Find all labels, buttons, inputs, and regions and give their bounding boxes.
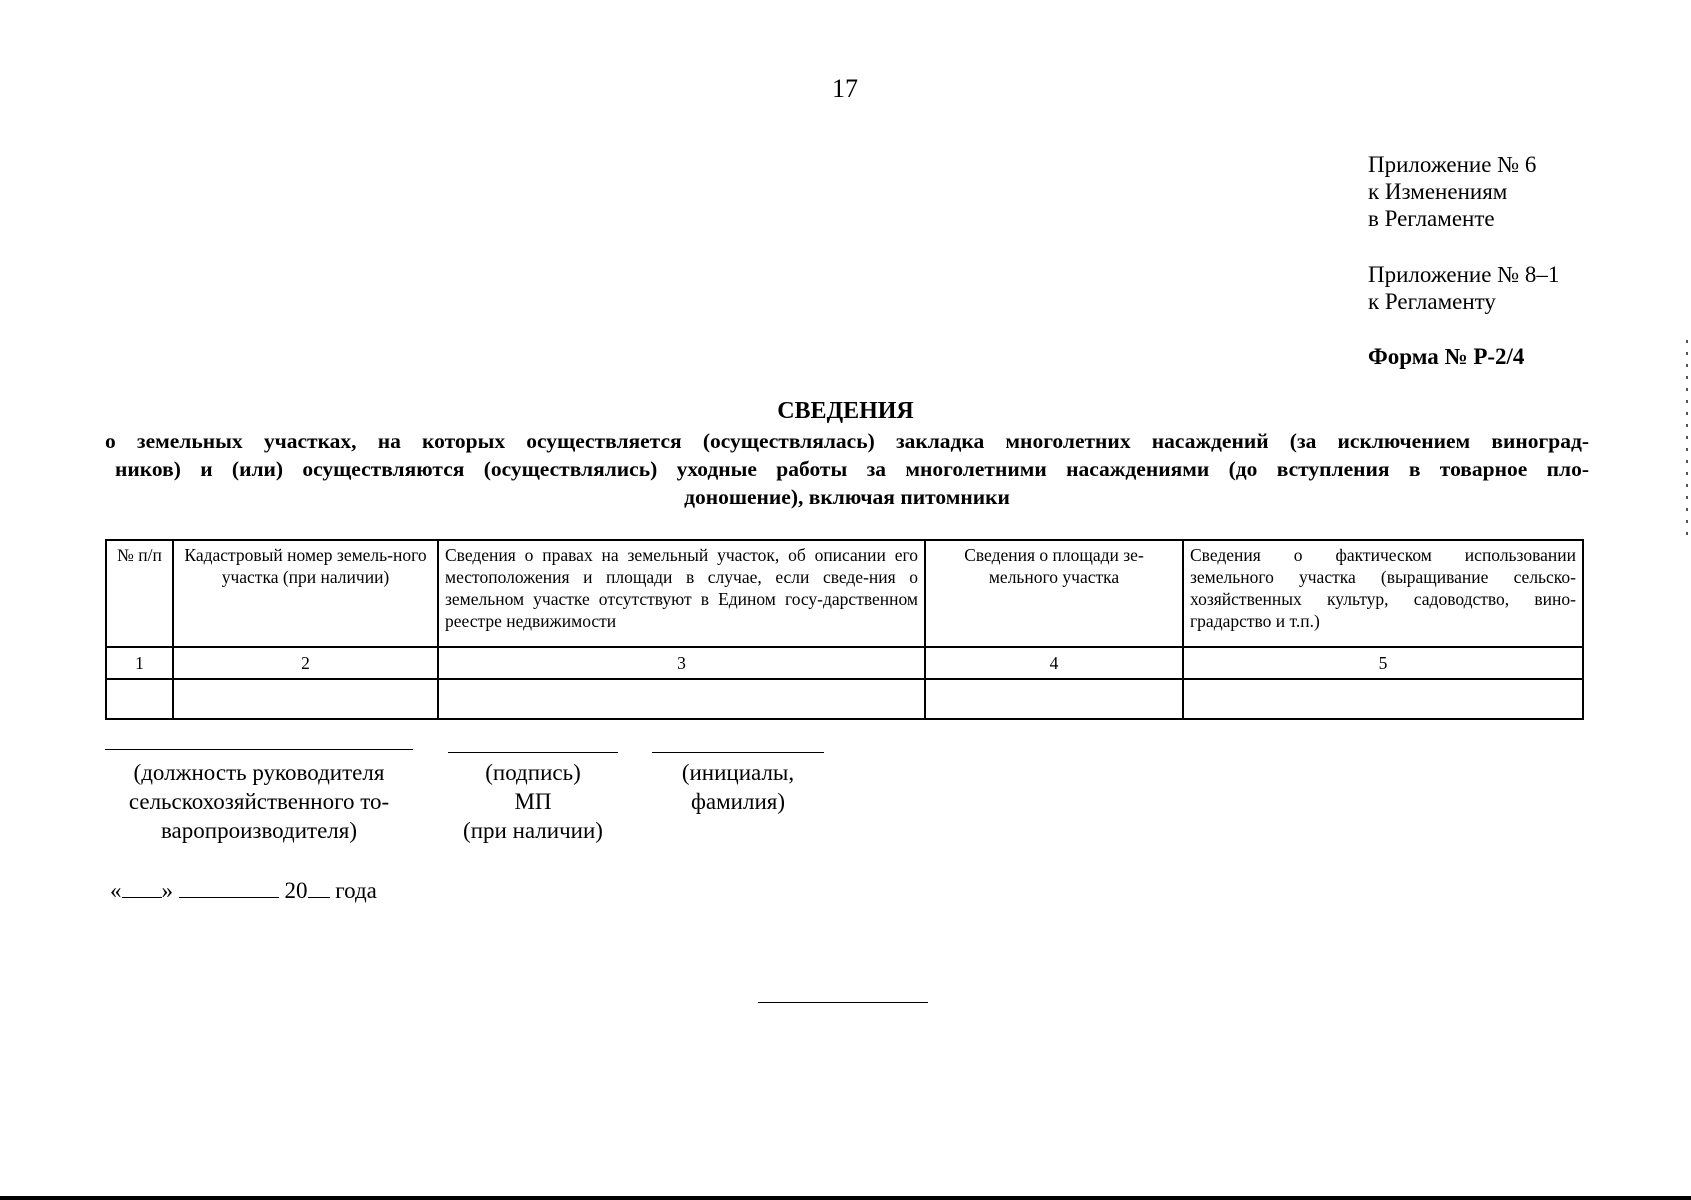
appendix-6-line2: к Изменениям [1368, 179, 1508, 204]
name-caption [652, 758, 824, 816]
month-blank[interactable] [179, 877, 279, 898]
appendix-8-1-block [1368, 261, 1559, 315]
name-caption-line2: фамилия) [691, 789, 785, 814]
form-number: Форма № Р-2/4 [1368, 344, 1525, 369]
appendix-6-line1: Приложение № 6 [1368, 152, 1537, 177]
document-subtitle [105, 427, 1589, 511]
appendix-6-block [1368, 151, 1536, 232]
column-number-3: 3 [438, 647, 925, 679]
document-title: СВЕДЕНИЯ [777, 398, 914, 424]
position-caption-line1: (должность руководителя [133, 760, 385, 785]
name-signature-line[interactable] [652, 752, 824, 753]
column-number-5: 5 [1183, 647, 1583, 679]
position-caption-line2: сельскохозяйственного то- [128, 789, 390, 814]
table-row [106, 679, 1583, 719]
column-number-4: 4 [925, 647, 1183, 679]
signature-caption-line3: (при наличии) [463, 818, 603, 843]
signature-caption-line2: МП [514, 789, 552, 814]
appendix-6-line3: в Регламенте [1368, 206, 1495, 231]
page-number: 17 [832, 74, 858, 103]
table-cell[interactable] [106, 679, 173, 719]
date-open-quote: « [110, 878, 122, 903]
signature-caption-line1: (подпись) [485, 760, 581, 785]
subtitle-line1: о земельных участках, на которых осуществляется (осуществлялась) закладка многолетних насаждений (за исключением виноград- [105, 429, 1589, 453]
position-signature-line[interactable] [105, 749, 413, 750]
subtitle-line2: ников) и (или) осуществляются (осуществлялись) уходные работы за многолетними насаждениями (до вступления в товарное пло- [115, 457, 1589, 481]
signature-caption [438, 758, 628, 845]
position-caption-line3: варопроизводителя) [161, 818, 357, 843]
column-number-2: 2 [173, 647, 438, 679]
date-close-quote: » [161, 878, 173, 903]
day-blank[interactable] [122, 877, 162, 898]
position-caption [105, 758, 413, 845]
date-line [110, 877, 377, 904]
appendix-8-1-line1: Приложение № 8–1 [1368, 262, 1560, 287]
year-prefix: 20 [284, 878, 308, 903]
table-header-row [106, 540, 1583, 647]
appendix-8-1-line2: к Регламенту [1368, 289, 1496, 314]
header-row-number: № п/п [106, 540, 173, 647]
header-actual-use: Сведения о фактическом использовании земельного участка (выращивание сельско-хозяйственных культур, садоводство, вино-градарство и т.п.) [1183, 540, 1583, 647]
data-table [105, 539, 1584, 720]
signature-line[interactable] [448, 752, 618, 753]
table-cell[interactable] [1183, 679, 1583, 719]
header-area-info: Сведения о площади зе-мельного участка [925, 540, 1183, 647]
table-cell[interactable] [173, 679, 438, 719]
footer-divider [758, 1002, 928, 1003]
scan-edge-marks [1686, 340, 1688, 540]
scan-bottom-edge [0, 1196, 1691, 1200]
year-blank[interactable] [308, 877, 330, 898]
header-cadastral-number: Кадастровый номер земель-ного участка (при наличии) [173, 540, 438, 647]
date-suffix: года [335, 878, 377, 903]
header-rights-info: Сведения о правах на земельный участок, об описании его местоположения и площади в случае, если сведе-ния о земельном участке отсутствуют в Едином госу-дарственном реестре недвижимости [438, 540, 925, 647]
table-cell[interactable] [438, 679, 925, 719]
subtitle-line3: доношение), включая питомники [684, 485, 1010, 509]
table-column-numbers-row [106, 647, 1583, 679]
table-cell[interactable] [925, 679, 1183, 719]
column-number-1: 1 [106, 647, 173, 679]
name-caption-line1: (инициалы, [681, 760, 795, 785]
